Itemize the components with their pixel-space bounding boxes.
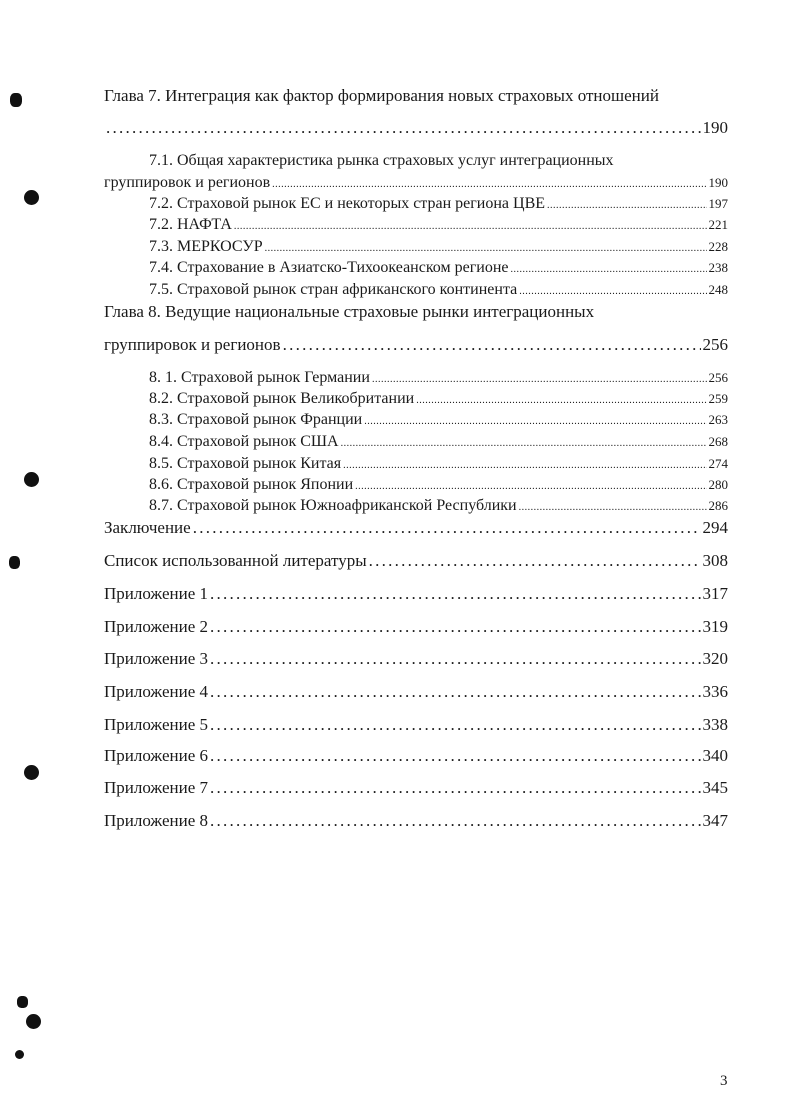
toc-page-number: 280	[708, 477, 728, 492]
toc-entry-label: 8.4. Страховой рынок США	[149, 433, 339, 450]
toc-section-7-5	[149, 281, 728, 299]
toc-entry-label: 8.2. Страховой рынок Великобритании	[149, 390, 415, 407]
toc-page-number: 320	[702, 649, 728, 668]
toc-section-8-6	[149, 476, 728, 494]
toc-entry-label: 7.4. Страхование в Азиатско-Тихоокеанском регионе	[149, 259, 509, 276]
toc-page-number: 268	[708, 434, 728, 449]
toc-page-number: 338	[702, 715, 728, 734]
toc-page-number: 319	[702, 617, 728, 636]
toc-page-number: 274	[708, 456, 728, 471]
toc-section-8-1	[149, 369, 728, 387]
toc-page-number: 190	[708, 175, 728, 190]
toc-page-number: 308	[702, 551, 728, 570]
toc-appendix-3	[104, 649, 728, 669]
toc-page-number: 317	[702, 584, 728, 603]
toc-chapter-7-title: Глава 7. Интеграция как фактор формирования новых страховых отношений	[104, 86, 659, 105]
toc-page-number: 238	[708, 260, 728, 275]
toc-page-number: 221	[708, 217, 728, 232]
toc-entry-label: 8. 1. Страховой рынок Германии	[149, 369, 370, 386]
toc-entry-label: группировок и регионов	[104, 174, 271, 191]
toc-chapter-7-leader	[104, 118, 728, 138]
toc-section-8-5	[149, 455, 728, 473]
toc-page-number: 263	[708, 412, 728, 427]
toc-section-8-7	[149, 497, 728, 515]
toc-appendix-2	[104, 617, 728, 637]
toc-entry-label: Заключение	[104, 518, 191, 537]
toc-chapter-8-title: Глава 8. Ведущие национальные страховые рынки интеграционных	[104, 302, 595, 321]
toc-entry-label: Приложение 4	[104, 682, 208, 701]
toc-section-8-4	[149, 433, 728, 451]
toc-section-8-2	[149, 390, 728, 408]
toc-page-number: 347	[702, 811, 728, 830]
toc-page-number: 256	[708, 370, 728, 385]
toc-bibliography	[104, 551, 728, 571]
toc-entry-label: Приложение 7	[104, 778, 208, 797]
toc-page-number: 340	[702, 746, 728, 765]
toc-entry-label: Приложение 3	[104, 649, 208, 668]
toc-appendix-1	[104, 584, 728, 604]
toc-entry-label: 8.5. Страховой рынок Китая	[149, 455, 342, 472]
toc-page-number: 190	[702, 118, 728, 137]
binder-hole-mark	[15, 1050, 24, 1059]
toc-section-7-1	[104, 174, 728, 192]
toc-page-number: 259	[708, 391, 728, 406]
toc-section-7-2b	[149, 216, 728, 234]
toc-entry-label: 8.3. Страховой рынок Франции	[149, 411, 363, 428]
toc-section-7-2	[149, 195, 728, 213]
toc-entry-label: Приложение 2	[104, 617, 208, 636]
toc-appendix-6	[104, 746, 728, 766]
toc-page-number: 345	[702, 778, 728, 797]
toc-appendix-5	[104, 715, 728, 735]
toc-entry-label: 8.7. Страховой рынок Южноафриканской Республики	[149, 497, 517, 514]
toc-section-7-4	[149, 259, 728, 277]
toc-entry-label: Приложение 8	[104, 811, 208, 830]
binder-hole-mark	[24, 472, 39, 487]
toc-entry-label: группировок и регионов	[104, 335, 281, 354]
toc-page-number: 197	[708, 196, 728, 211]
toc-entry-label: Приложение 6	[104, 746, 208, 765]
binder-hole-mark	[24, 190, 39, 205]
toc-appendix-4	[104, 682, 728, 702]
toc-entry-label: 7.3. МЕРКОСУР	[149, 238, 263, 255]
toc-page-number: 248	[708, 282, 728, 297]
toc-entry-label: Список использованной литературы	[104, 551, 367, 570]
toc-entry-label: 8.6. Страховой рынок Японии	[149, 476, 354, 493]
toc-conclusion	[104, 518, 728, 538]
binder-hole-mark	[24, 765, 39, 780]
toc-section-7-3	[149, 238, 728, 256]
toc-section-7-1-line1: 7.1. Общая характеристика рынка страховых услуг интеграционных	[149, 152, 614, 169]
toc-entry-label: 7.2. НАФТА	[149, 216, 232, 233]
binder-hole-mark	[26, 1014, 41, 1029]
toc-section-8-3	[149, 411, 728, 429]
toc-entry-label: Приложение 1	[104, 584, 208, 603]
toc-appendix-7	[104, 778, 728, 798]
toc-page-number: 228	[708, 239, 728, 254]
toc-entry-label: 7.2. Страховой рынок ЕС и некоторых стран региона ЦВЕ	[149, 195, 546, 212]
toc-page-number: 286	[708, 498, 728, 513]
toc-entry-label: Приложение 5	[104, 715, 208, 734]
binder-hole-mark	[10, 93, 22, 107]
toc-appendix-8	[104, 811, 728, 831]
page-number: 3	[720, 1073, 728, 1089]
toc-page-number: 256	[702, 335, 728, 354]
binder-hole-mark	[17, 996, 28, 1008]
toc-page-number: 294	[702, 518, 728, 537]
toc-chapter-8	[104, 335, 728, 355]
binder-hole-mark	[9, 556, 20, 569]
toc-page-number: 336	[702, 682, 728, 701]
toc-entry-label: 7.5. Страховой рынок стран африканского континента	[149, 281, 518, 298]
